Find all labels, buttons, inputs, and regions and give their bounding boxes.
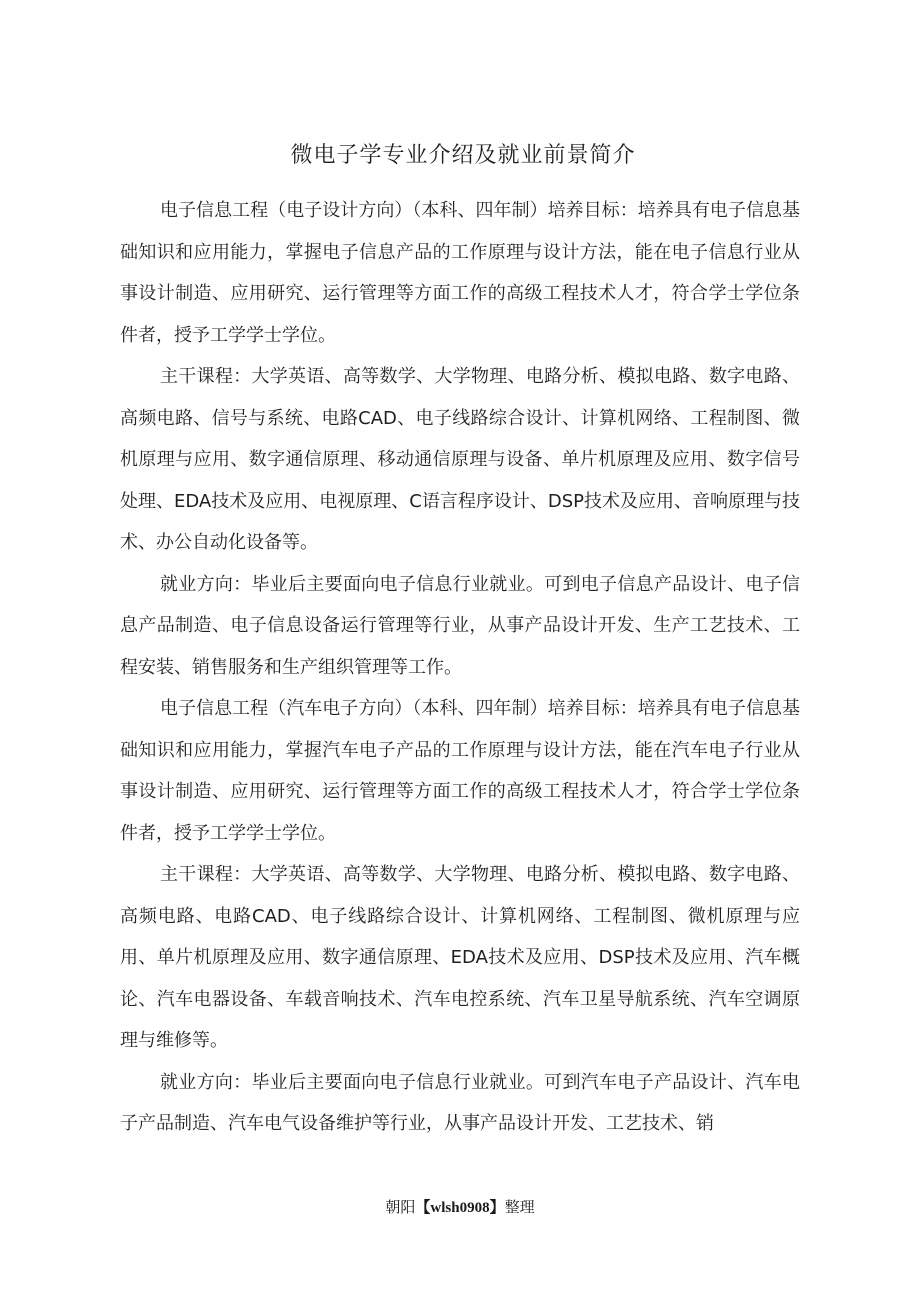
footer-prefix: 朝阳 (385, 1198, 416, 1216)
page-title: 微电子学专业介绍及就业前景简介 (290, 143, 636, 168)
paragraph-electronic-design-employment: 就业方向：毕业后主要面向电子信息行业就业。可到电子信息产品设计、电子信息产品制造、电子信息设备运行管理等行业，从事产品设计开发、生产工艺技术、工程安装、销售服务和生产组织管理等工作。 (120, 573, 800, 678)
footer-id: 【wlsh0908】 (415, 1200, 505, 1216)
document-body (120, 190, 800, 1145)
paragraph-electronic-design-courses: 主干课程：大学英语、高等数学、大学物理、电路分析、模拟电路、数字电路、高频电路、信号与系统、电路CAD、电子线路综合设计、计算机网络、工程制图、微机原理与应用、数字通信原理、移动通信原理与设备、单片机原理及应用、数字信号处理、EDA技术及应用、电视原理、C语言程序设计、DSP技术及应用、音响原理与技术、办公自动化设备等。 (120, 366, 800, 553)
footer-suffix: 整理 (504, 1198, 535, 1216)
paragraph-automotive-goal: 电子信息工程（汽车电子方向）（本科、四年制）培养目标：培养具有电子信息基础知识和应用能力，掌握汽车电子产品的工作原理与设计方法，能在汽车电子行业从事设计制造、应用研究、运行管理等方面工作的高级工程技术人才，符合学士学位条件者，授予工学学士学位。 (120, 698, 800, 844)
page-footer (0, 1196, 920, 1217)
paragraph-automotive-courses: 主干课程：大学英语、高等数学、大学物理、电路分析、模拟电路、数字电路、高频电路、电路CAD、电子线路综合设计、计算机网络、工程制图、微机原理与应用、单片机原理及应用、数字通信原理、EDA技术及应用、DSP技术及应用、汽车概论、汽车电器设备、车载音响技术、汽车电控系统、汽车卫星导航系统、汽车空调原理与维修等。 (120, 864, 800, 1051)
paragraph-electronic-design-goal: 电子信息工程（电子设计方向）（本科、四年制）培养目标：培养具有电子信息基础知识和应用能力，掌握电子信息产品的工作原理与设计方法，能在电子信息行业从事设计制造、应用研究、运行管理等方面工作的高级工程技术人才，符合学士学位条件者，授予工学学士学位。 (120, 200, 800, 346)
paragraph-automotive-employment: 就业方向：毕业后主要面向电子信息行业就业。可到汽车电子产品设计、汽车电子产品制造、汽车电气设备维护等行业，从事产品设计开发、工艺技术、销 (120, 1071, 800, 1134)
